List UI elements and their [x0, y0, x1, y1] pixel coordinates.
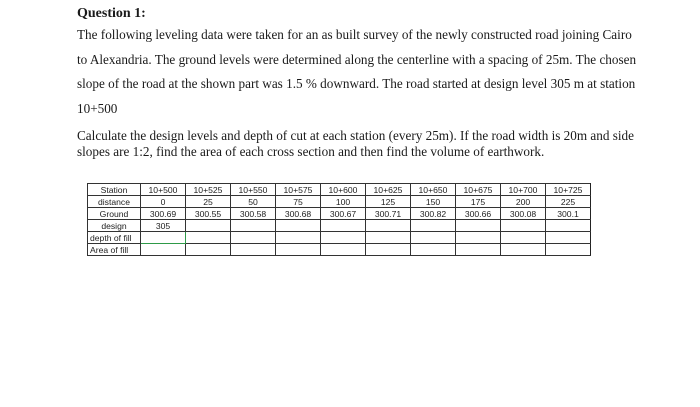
table-cell: 10+675: [456, 184, 501, 196]
ground-row: [88, 208, 591, 220]
design-row: [88, 220, 591, 232]
table-cell: [186, 220, 231, 232]
distance-row: [88, 196, 591, 208]
table-cell: [501, 232, 546, 244]
table-cell: [186, 244, 231, 256]
table-cell: 10+650: [411, 184, 456, 196]
table-cell: 300.67: [321, 208, 366, 220]
table-cell: 25: [186, 196, 231, 208]
table-cell: 300.69: [141, 208, 186, 220]
problem-statement: The following leveling data were taken for an as built survey of the newly constructed road joining Cairo to Alexandria. The ground levels were determined along the centerline with a spacing of 25m. The chosen slope of the road at the shown part was 1.5 % downward. The road started at design level 305 m at station 10+500: [77, 27, 637, 116]
table-cell: 225: [546, 196, 591, 208]
table-cell: 10+700: [501, 184, 546, 196]
row-label: Ground: [88, 208, 141, 220]
table-cell: [366, 232, 411, 244]
station-row: [88, 184, 591, 196]
table-cell: [231, 244, 276, 256]
table-cell: 305: [141, 220, 186, 232]
table-cell: [501, 220, 546, 232]
table-cell: 300.1: [546, 208, 591, 220]
area-of-fill-row: [88, 244, 591, 256]
row-label: Area of fill: [88, 244, 141, 256]
table-cell: 10+625: [366, 184, 411, 196]
table-cell: [141, 232, 186, 244]
table-cell: [456, 232, 501, 244]
table-cell: 200: [501, 196, 546, 208]
table-cell: [456, 244, 501, 256]
table-cell: 10+600: [321, 184, 366, 196]
table-cell: 300.58: [231, 208, 276, 220]
table-cell: 10+550: [231, 184, 276, 196]
table-cell: 10+575: [276, 184, 321, 196]
row-label: distance: [88, 196, 141, 208]
table-cell: 300.68: [276, 208, 321, 220]
row-label: design: [88, 220, 141, 232]
table-cell: 10+500: [141, 184, 186, 196]
table-cell: 100: [321, 196, 366, 208]
row-label: Station: [88, 184, 141, 196]
table-cell: [231, 220, 276, 232]
table-cell: 0: [141, 196, 186, 208]
table-cell: [546, 244, 591, 256]
table-cell: [321, 220, 366, 232]
table-cell: [411, 232, 456, 244]
table-cell: 300.71: [366, 208, 411, 220]
table-cell: [276, 220, 321, 232]
table-cell: 300.82: [411, 208, 456, 220]
table-cell: [366, 244, 411, 256]
table-cell: 75: [276, 196, 321, 208]
table-cell: [501, 244, 546, 256]
table-cell: 175: [456, 196, 501, 208]
table-cell: [141, 244, 186, 256]
table-cell: [276, 232, 321, 244]
table-cell: [456, 220, 501, 232]
table-cell: 300.55: [186, 208, 231, 220]
table-cell: 300.08: [501, 208, 546, 220]
depth-of-fill-row: [88, 232, 591, 244]
table-cell: 10+525: [186, 184, 231, 196]
table-cell: [366, 220, 411, 232]
table-cell: [231, 232, 276, 244]
table-cell: [276, 244, 321, 256]
table-cell: [186, 232, 231, 244]
table-cell: 150: [411, 196, 456, 208]
table-cell: [321, 232, 366, 244]
question-title: Question 1:: [77, 6, 146, 21]
table-cell: 300.66: [456, 208, 501, 220]
table-cell: [546, 232, 591, 244]
leveling-table: [87, 183, 591, 256]
table-cell: 50: [231, 196, 276, 208]
table-cell: 10+725: [546, 184, 591, 196]
table-cell: 125: [366, 196, 411, 208]
table-cell: [411, 244, 456, 256]
table-cell: [546, 220, 591, 232]
table-cell: [411, 220, 456, 232]
table-cell: [321, 244, 366, 256]
task-statement: Calculate the design levels and depth of cut at each station (every 25m). If the road width is 20m and side slopes are 1:2, find the area of each cross section and then find the volume of earthwork.: [77, 128, 635, 159]
row-label: depth of fill: [88, 232, 141, 244]
